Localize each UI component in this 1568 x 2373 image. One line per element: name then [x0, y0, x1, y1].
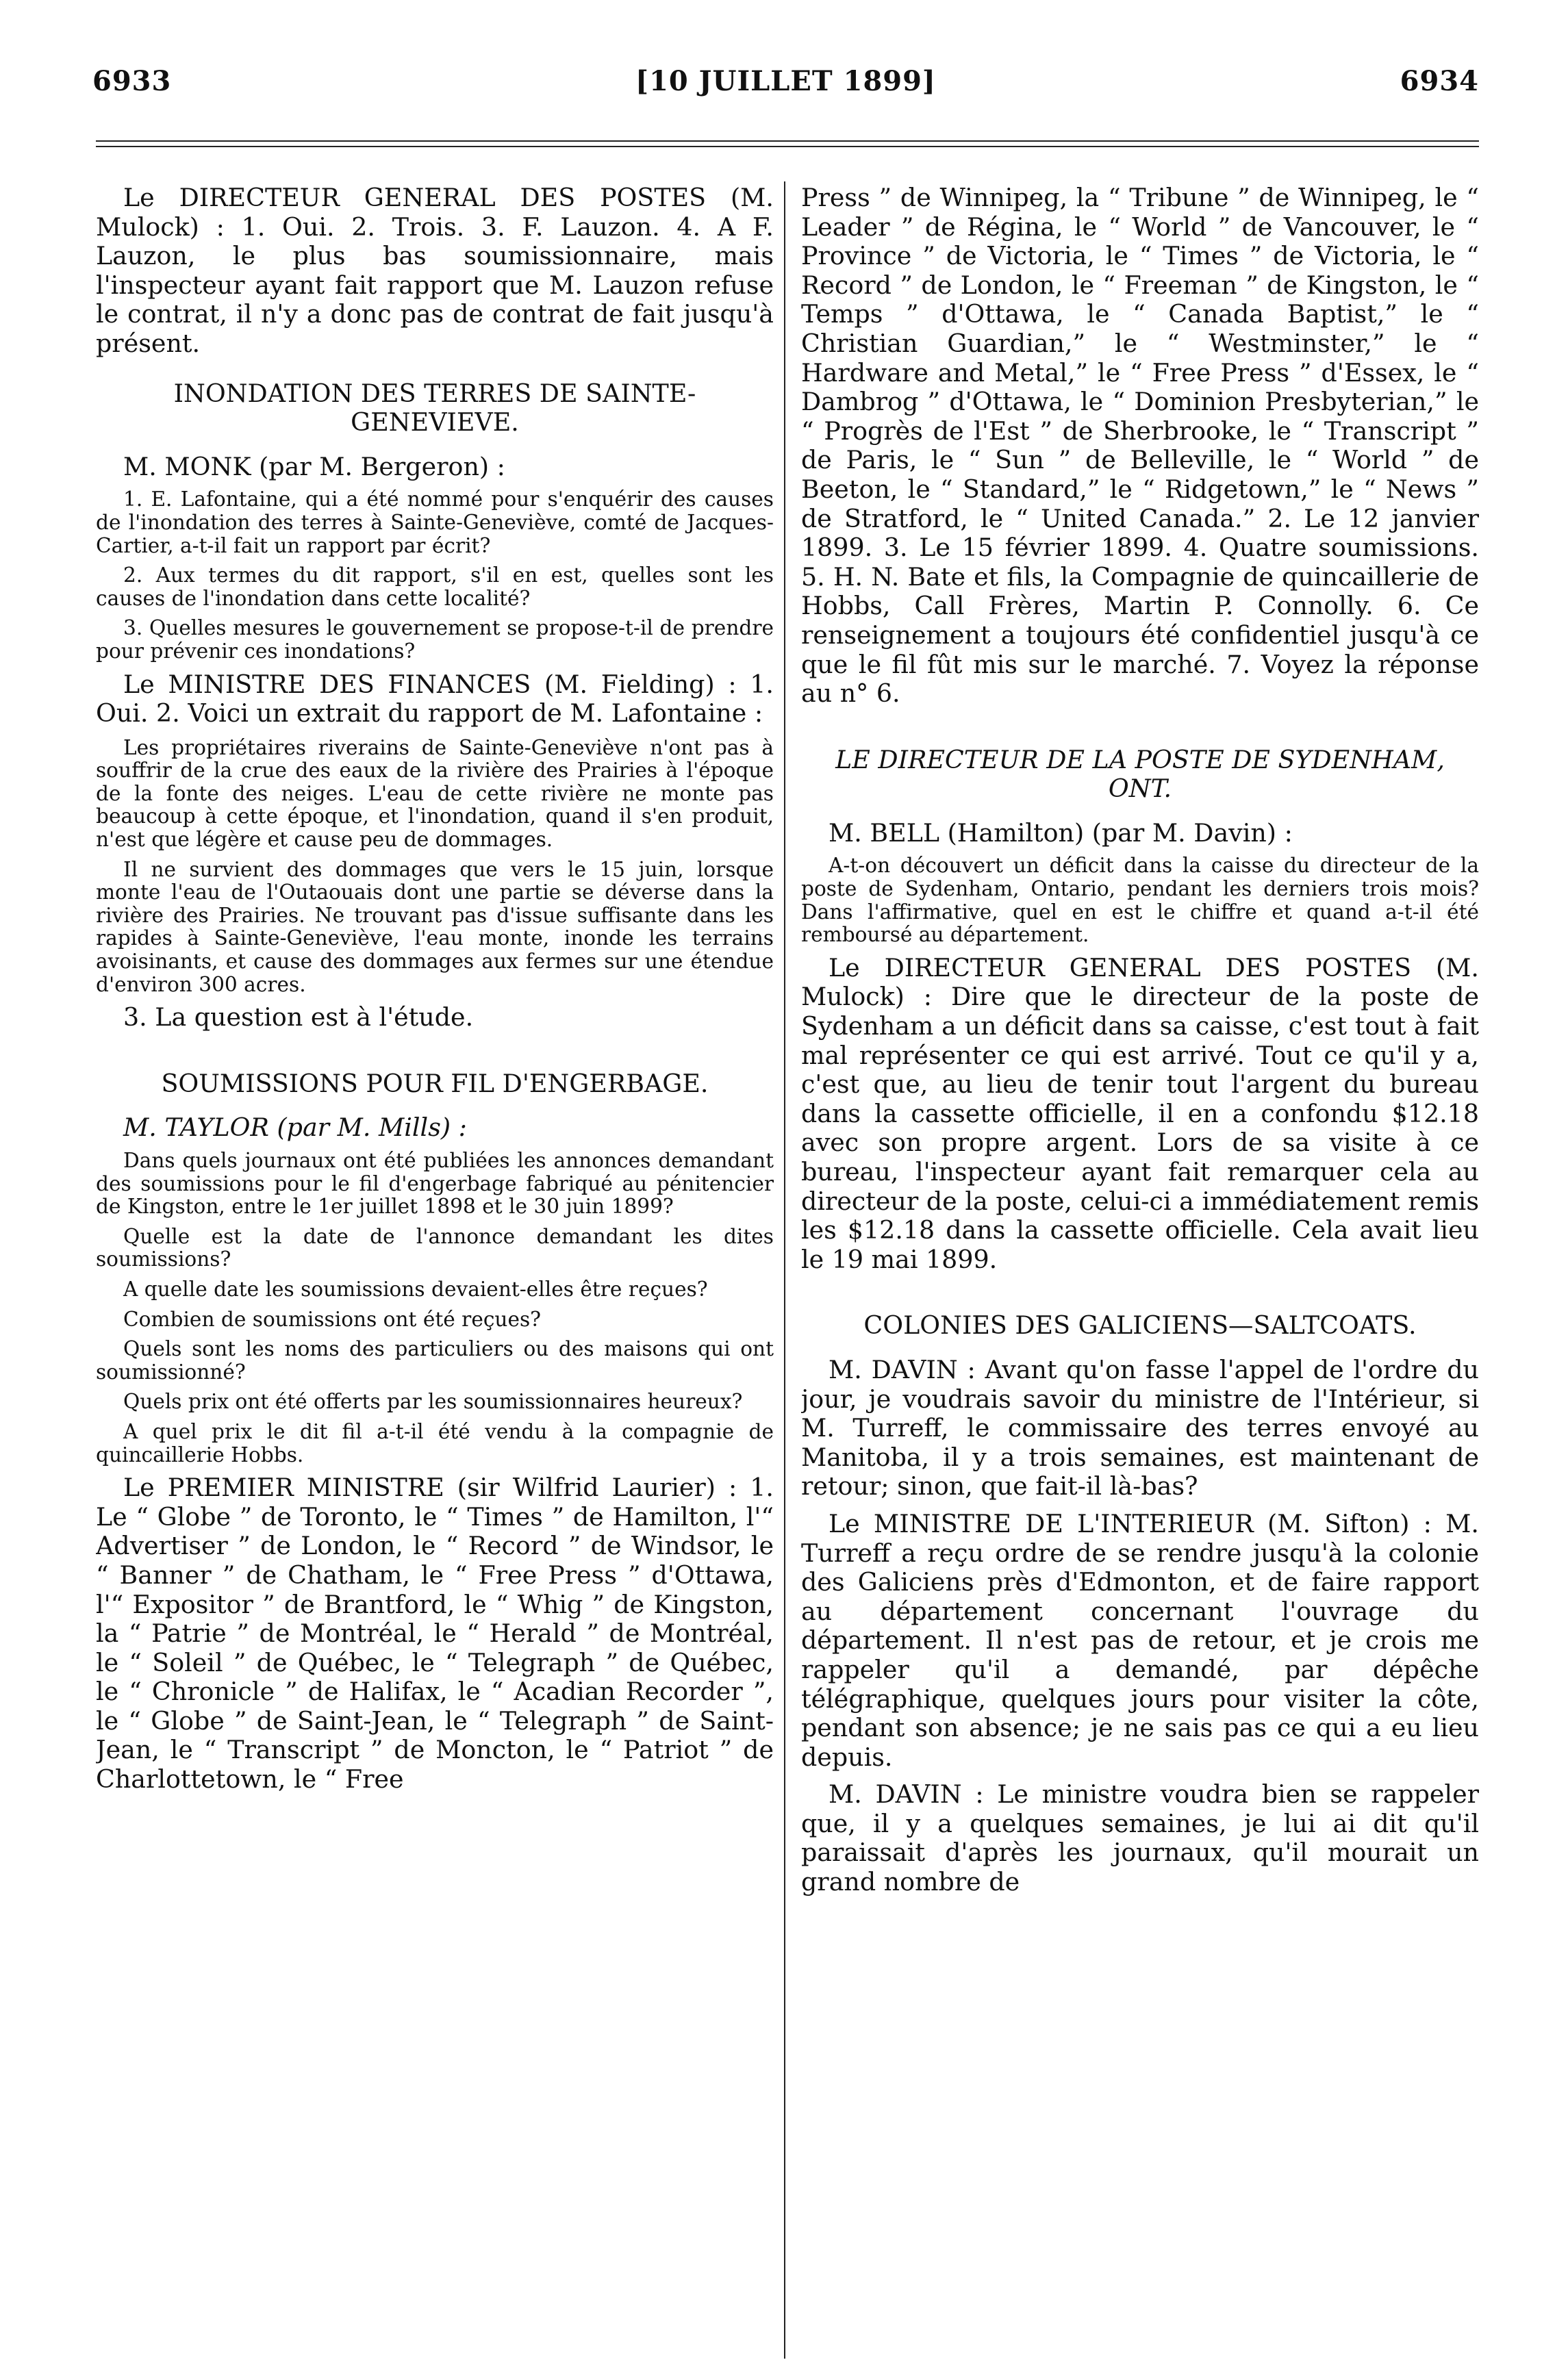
twine-question-2: Quelle est la date de l'annonce demandant les dites soumissions?	[96, 1224, 774, 1271]
page-number-right: 6934	[1400, 65, 1479, 97]
question-3: 3. Quelles mesures le gouvernement se propose-t-il de prendre pour prévenir ces inondations?	[96, 616, 774, 663]
member-bell: M. BELL (Hamilton) (par M. Davin) :	[829, 817, 1293, 848]
twine-question-4: Combien de soumissions ont été reçues?	[123, 1307, 542, 1331]
heading-sydenham: LE DIRECTEUR DE LA POSTE DE SYDENHAM, ONT.	[835, 744, 1445, 804]
answer-finance-minister: Le MINISTRE DES FINANCES (M. Fielding) : 1. Oui. 2. Voici un extrait du rapport de M. Lafontaine :	[96, 669, 774, 728]
twine-question-3: A quelle date les soumissions devaient-elles être reçues?	[123, 1277, 708, 1301]
answer-postmaster-general-sydenham: Le DIRECTEUR GENERAL DES POSTES (M. Mulock) : Dire que le directeur de la poste de Sydenham a un déficit dans sa caisse, c'est tout à fait mal représenter ce qui est arrivé. Tout ce qu'il y a, c'est que, au lieu de tenir tout l'argent du bureau dans la cassette officielle, il en a confondu $12.18 avec son propre argent. Lors de sa visite à ce bureau, l'inspecteur ayant fait remarquer cela au directeur de la poste, celui-ci a immédiatement remis les $12.18 dans la cassette officielle. Cela avait lieu le 19 mai 1899.	[801, 952, 1479, 1274]
twine-question-5: Quels sont les noms des particuliers ou des maisons qui ont soumissionné?	[96, 1337, 774, 1384]
twine-question-1: Dans quels journaux ont été publiées les annonces demandant des soumissions pour le fil d'engerbage fabriqué au pénitencier de Kingston, entre le 1er juillet 1898 et le 30 juin 1899?	[96, 1149, 774, 1219]
question-1: 1. E. Lafontaine, qui a été nommé pour s'enquérir des causes de l'inondation des terres à Sainte-Geneviève, comté de Jacques-Cartier, a-t-il fait un rapport par écrit?	[96, 487, 774, 557]
member-monk: M. MONK (par M. Bergeron) :	[123, 451, 505, 481]
answer-3: 3. La question est à l'étude.	[123, 1002, 474, 1032]
answer-interior-minister: Le MINISTRE DE L'INTERIEUR (M. Sifton) : M. Turreff a reçu ordre de se rendre jusqu'à la colonie des Galiciens près d'Edmonton, et de faire rapport au département concernant l'ouvrage du département. Il n'est pas de retour, et je crois me rappeler qu'il a demandé, par dépêche télégraphique, quelques jours pour visiter la côte, pendant son absence; je ne sais pas ce qui a eu lieu depuis.	[801, 1508, 1479, 1772]
twine-question-6: Quels prix ont été offerts par les soumissionnaires heureux?	[123, 1390, 743, 1414]
column-divider	[784, 181, 785, 2359]
right-column	[801, 183, 1479, 2361]
heading-inondation: INONDATION DES TERRES DE SAINTE-GENEVIEVE.	[173, 378, 696, 437]
sydenham-question: A-t-on découvert un déficit dans la caisse du directeur de la poste de Sydenham, Ontario, pendant les derniers trois mois? Dans l'affirmative, quel en est le chiffre et quand a-t-il été remboursé au département.	[801, 854, 1479, 947]
header-rule-top	[96, 140, 1479, 142]
davin-question: M. DAVIN : Avant qu'on fasse l'appel de l'ordre du jour, je voudrais savoir du ministre de l'Intérieur, si M. Turreff, le commissaire des terres envoyé au Manitoba, il y a trois semaines, est maintenant de retour; sinon, que fait-il là-bas?	[801, 1354, 1479, 1501]
question-2: 2. Aux termes du dit rapport, s'il en est, quelles sont les causes de l'inondation dans cette localité?	[96, 563, 774, 610]
report-extract-2: Il ne survient des dommages que vers le 15 juin, lorsque monte l'eau de l'Outaouais dont une partie se déverse dans la rivière des Prairies. Ne trouvant pas d'issue suffisante dans les rapides à Sainte-Geneviève, l'eau monte, inonde les terrains avoisinants, et cause des dommages aux fermes sur une étendue d'environ 300 acres.	[96, 857, 774, 996]
answer-prime-minister-continued: Press ” de Winnipeg, la “ Tribune ” de Winnipeg, le “ Leader ” de Régina, le “ World ” de Vancouver, le “ Province ” de Victoria, le “ Times ” de Victoria, le “ Record ” de London, le “ Freeman ” de Kingston, le “ Temps ” d'Ottawa, le “ Canada Baptist,” le “ Christian Guardian,” le “ Westminster,” le “ Hardware and Metal,” le “ Free Press ” d'Essex, le “ Dambrog ” d'Ottawa, le “ Dominion Presbyterian,” le “ Progrès de l'Est ” de Sherbrooke, le “ Transcript ” de Paris, le “ Sun ” de Belleville, le “ World ” de Beeton, le “ Standard,” le “ Ridgetown,” le “ News ” de Stratford, le “ United Canada.” 2. Le 12 janvier 1899. 3. Le 15 février 1899. 4. Quatre soumissions. 5. H. N. Bate et fils, la Compagnie de quincaillerie de Hobbs, Call Frères, Martin P. Connolly. 6. Ce renseignement a toujours été confidentiel jusqu'à ce que le fil fût mis sur le marché. 7. Voyez la réponse au n° 6.	[801, 183, 1479, 709]
page-number-left: 6933	[92, 65, 172, 97]
left-column	[96, 183, 774, 2361]
heading-soumissions: SOUMISSIONS POUR FIL D'ENGERBAGE.	[161, 1068, 709, 1098]
twine-question-7: A quel prix le dit fil a-t-il été vendu à la compagnie de quincaillerie Hobbs.	[96, 1419, 774, 1467]
answer-prime-minister: Le PREMIER MINISTRE (sir Wilfrid Laurier) : 1. Le “ Globe ” de Toronto, le “ Times ” de Hamilton, l'“ Advertiser ” de London, le “ Record ” de Windsor, le “ Banner ” de Chatham, le “ Free Press ” d'Ottawa, l'“ Expositor ” de Brantford, le “ Whig ” de Kingston, la “ Patrie ” de Montréal, le “ Herald ” de Montréal, le “ Soleil ” de Québec, le “ Telegraph ” de Québec, le “ Chronicle ” de Halifax, le “ Acadian Recorder ”, le “ Globe ” de Saint-Jean, le “ Telegraph ” de Saint-Jean, le “ Transcript ” de Moncton, le “ Patriot ” de Charlottetown, le “ Free	[96, 1473, 774, 1794]
answer-postmaster-general: Le DIRECTEUR GENERAL DES POSTES (M. Mulock) : 1. Oui. 2. Trois. 3. F. Lauzon. 4. A F. Lauzon, le plus bas soumissionnaire, mais l'inspecteur ayant fait rapport que M. Lauzon refuse le contrat, il n'y a donc pas de contrat de fait jusqu'à présent.	[96, 183, 774, 358]
header-rule-bottom	[96, 146, 1479, 147]
davin-followup: M. DAVIN : Le ministre voudra bien se rappeler que, il y a quelques semaines, je lui ai dit qu'il paraissait d'après les journaux, qu'il mourait un grand nombre de	[801, 1779, 1479, 1897]
heading-galiciens: COLONIES DES GALICIENS—SALTCOATS.	[863, 1310, 1417, 1341]
member-taylor: M. TAYLOR (par M. Mills) :	[123, 1113, 467, 1143]
page-header	[92, 65, 1479, 106]
report-extract-1: Les propriétaires riverains de Sainte-Geneviève n'ont pas à souffrir de la crue des eaux de la rivière des Prairies à l'époque de la fonte des neiges. L'eau de cette rivière ne monte pas beaucoup à cette époque, et l'inondation, quand il s'en produit, n'est que légère et cause peu de dommages.	[96, 735, 774, 852]
page-date: [10 JUILLET 1899]	[635, 65, 936, 97]
